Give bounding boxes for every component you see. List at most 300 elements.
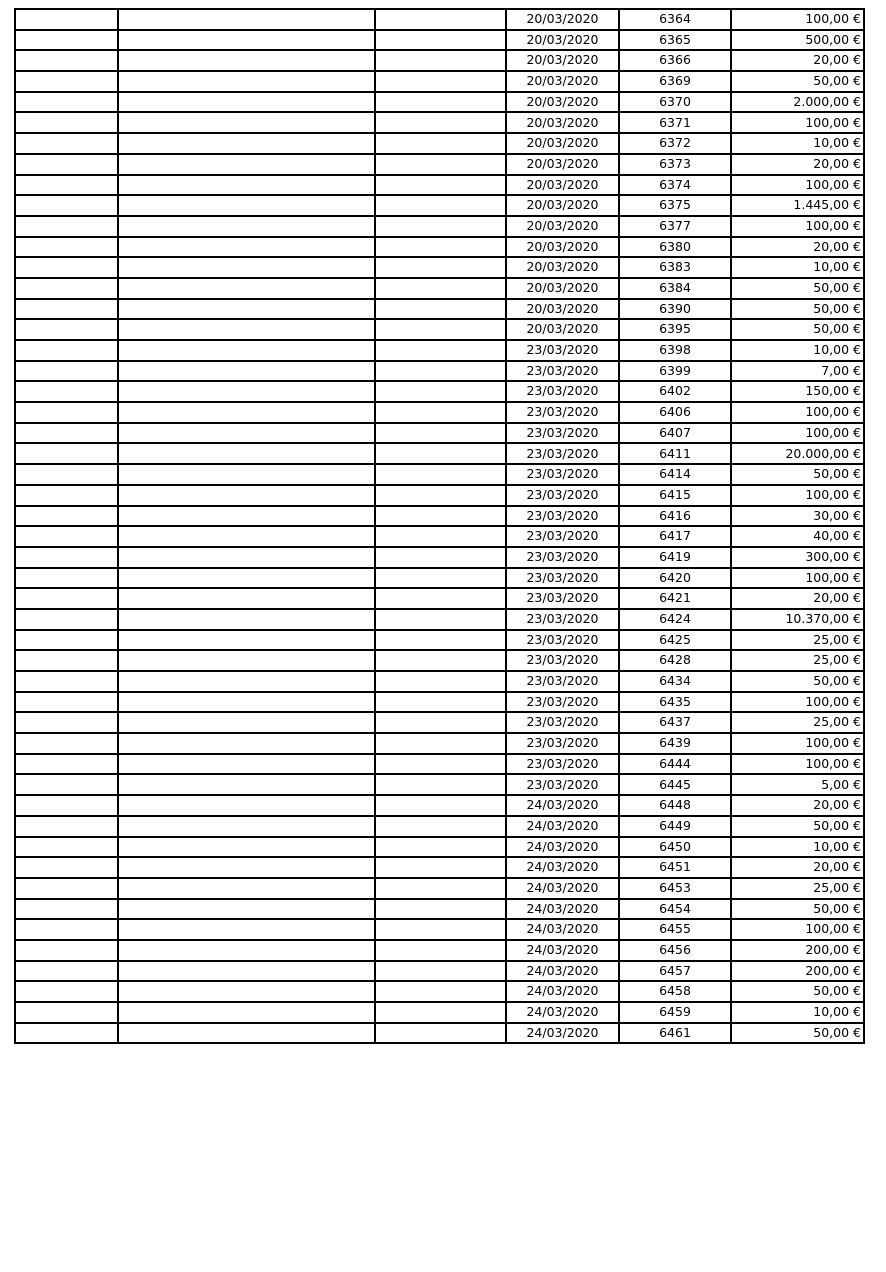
date-cell: 23/03/2020 [506, 464, 619, 485]
table-row [15, 299, 864, 320]
empty-cell-c [375, 754, 506, 775]
amount-cell: 20,00 € [731, 588, 864, 609]
empty-cell-c [375, 568, 506, 589]
empty-cell-c [375, 464, 506, 485]
empty-cell-a [15, 485, 118, 506]
empty-cell-c [375, 816, 506, 837]
table-row [15, 154, 864, 175]
empty-cell-c [375, 961, 506, 982]
number-cell: 6444 [619, 754, 731, 775]
empty-cell-b [118, 257, 375, 278]
table-row [15, 1002, 864, 1023]
number-cell: 6428 [619, 650, 731, 671]
empty-cell-a [15, 1023, 118, 1044]
date-cell: 23/03/2020 [506, 754, 619, 775]
empty-cell-b [118, 175, 375, 196]
empty-cell-a [15, 630, 118, 651]
number-cell: 6373 [619, 154, 731, 175]
empty-cell-b [118, 754, 375, 775]
date-cell: 20/03/2020 [506, 154, 619, 175]
empty-cell-b [118, 816, 375, 837]
amount-cell: 100,00 € [731, 485, 864, 506]
empty-cell-a [15, 423, 118, 444]
date-cell: 24/03/2020 [506, 940, 619, 961]
date-cell: 20/03/2020 [506, 195, 619, 216]
empty-cell-c [375, 837, 506, 858]
amount-cell: 100,00 € [731, 175, 864, 196]
table-row [15, 464, 864, 485]
table-row [15, 919, 864, 940]
empty-cell-b [118, 899, 375, 920]
empty-cell-c [375, 506, 506, 527]
amount-cell: 5,00 € [731, 774, 864, 795]
amount-cell: 50,00 € [731, 278, 864, 299]
empty-cell-a [15, 754, 118, 775]
table-row [15, 30, 864, 51]
empty-cell-c [375, 485, 506, 506]
date-cell: 20/03/2020 [506, 112, 619, 133]
amount-cell: 20,00 € [731, 795, 864, 816]
date-cell: 24/03/2020 [506, 816, 619, 837]
date-cell: 20/03/2020 [506, 175, 619, 196]
empty-cell-b [118, 671, 375, 692]
empty-cell-a [15, 71, 118, 92]
empty-cell-a [15, 175, 118, 196]
empty-cell-a [15, 588, 118, 609]
empty-cell-c [375, 630, 506, 651]
table-row [15, 857, 864, 878]
number-cell: 6439 [619, 733, 731, 754]
empty-cell-c [375, 1023, 506, 1044]
empty-cell-c [375, 671, 506, 692]
table-row [15, 50, 864, 71]
empty-cell-a [15, 961, 118, 982]
empty-cell-b [118, 9, 375, 30]
empty-cell-a [15, 237, 118, 258]
empty-cell-b [118, 940, 375, 961]
number-cell: 6419 [619, 547, 731, 568]
date-cell: 20/03/2020 [506, 257, 619, 278]
empty-cell-a [15, 299, 118, 320]
empty-cell-c [375, 981, 506, 1002]
amount-cell: 100,00 € [731, 754, 864, 775]
number-cell: 6458 [619, 981, 731, 1002]
number-cell: 6457 [619, 961, 731, 982]
number-cell: 6455 [619, 919, 731, 940]
date-cell: 20/03/2020 [506, 216, 619, 237]
number-cell: 6370 [619, 92, 731, 113]
empty-cell-c [375, 71, 506, 92]
amount-cell: 150,00 € [731, 381, 864, 402]
amount-cell: 20,00 € [731, 237, 864, 258]
table-row [15, 733, 864, 754]
empty-cell-a [15, 319, 118, 340]
date-cell: 23/03/2020 [506, 361, 619, 382]
empty-cell-c [375, 154, 506, 175]
amount-cell: 10,00 € [731, 340, 864, 361]
table-row [15, 133, 864, 154]
table-row [15, 381, 864, 402]
empty-cell-b [118, 319, 375, 340]
empty-cell-b [118, 857, 375, 878]
empty-cell-c [375, 402, 506, 423]
table-row [15, 837, 864, 858]
empty-cell-a [15, 464, 118, 485]
empty-cell-c [375, 112, 506, 133]
amount-cell: 10,00 € [731, 837, 864, 858]
empty-cell-a [15, 526, 118, 547]
number-cell: 6406 [619, 402, 731, 423]
number-cell: 6411 [619, 443, 731, 464]
number-cell: 6384 [619, 278, 731, 299]
amount-cell: 300,00 € [731, 547, 864, 568]
empty-cell-a [15, 692, 118, 713]
empty-cell-b [118, 712, 375, 733]
empty-cell-c [375, 216, 506, 237]
empty-cell-c [375, 899, 506, 920]
empty-cell-b [118, 506, 375, 527]
empty-cell-a [15, 816, 118, 837]
date-cell: 23/03/2020 [506, 671, 619, 692]
table-row [15, 940, 864, 961]
table-row [15, 671, 864, 692]
date-cell: 24/03/2020 [506, 981, 619, 1002]
empty-cell-b [118, 237, 375, 258]
empty-cell-b [118, 50, 375, 71]
empty-cell-a [15, 340, 118, 361]
empty-cell-a [15, 981, 118, 1002]
table-row [15, 195, 864, 216]
date-cell: 23/03/2020 [506, 506, 619, 527]
empty-cell-c [375, 92, 506, 113]
amount-cell: 100,00 € [731, 423, 864, 444]
number-cell: 6448 [619, 795, 731, 816]
empty-cell-a [15, 506, 118, 527]
table-row [15, 692, 864, 713]
empty-cell-c [375, 175, 506, 196]
amount-cell: 40,00 € [731, 526, 864, 547]
empty-cell-b [118, 381, 375, 402]
date-cell: 23/03/2020 [506, 340, 619, 361]
empty-cell-a [15, 92, 118, 113]
number-cell: 6421 [619, 588, 731, 609]
empty-cell-a [15, 50, 118, 71]
empty-cell-b [118, 216, 375, 237]
table-row [15, 609, 864, 630]
date-cell: 23/03/2020 [506, 692, 619, 713]
empty-cell-a [15, 795, 118, 816]
date-cell: 20/03/2020 [506, 237, 619, 258]
empty-cell-b [118, 547, 375, 568]
amount-cell: 50,00 € [731, 816, 864, 837]
date-cell: 23/03/2020 [506, 402, 619, 423]
empty-cell-c [375, 278, 506, 299]
table-row [15, 71, 864, 92]
empty-cell-b [118, 630, 375, 651]
number-cell: 6402 [619, 381, 731, 402]
number-cell: 6437 [619, 712, 731, 733]
number-cell: 6398 [619, 340, 731, 361]
number-cell: 6417 [619, 526, 731, 547]
empty-cell-b [118, 609, 375, 630]
empty-cell-b [118, 278, 375, 299]
table-row [15, 568, 864, 589]
amount-cell: 10,00 € [731, 257, 864, 278]
empty-cell-c [375, 774, 506, 795]
table-row [15, 361, 864, 382]
empty-cell-a [15, 133, 118, 154]
number-cell: 6366 [619, 50, 731, 71]
empty-cell-b [118, 919, 375, 940]
date-cell: 20/03/2020 [506, 30, 619, 51]
empty-cell-a [15, 940, 118, 961]
number-cell: 6445 [619, 774, 731, 795]
date-cell: 23/03/2020 [506, 609, 619, 630]
empty-cell-b [118, 692, 375, 713]
amount-cell: 100,00 € [731, 216, 864, 237]
amount-cell: 20.000,00 € [731, 443, 864, 464]
amount-cell: 200,00 € [731, 961, 864, 982]
empty-cell-c [375, 133, 506, 154]
amount-cell: 100,00 € [731, 692, 864, 713]
amount-cell: 100,00 € [731, 9, 864, 30]
date-cell: 24/03/2020 [506, 1002, 619, 1023]
empty-cell-c [375, 361, 506, 382]
empty-cell-b [118, 878, 375, 899]
table-row [15, 340, 864, 361]
empty-cell-b [118, 299, 375, 320]
amount-cell: 7,00 € [731, 361, 864, 382]
empty-cell-a [15, 733, 118, 754]
table-row [15, 257, 864, 278]
amount-cell: 20,00 € [731, 50, 864, 71]
empty-cell-b [118, 340, 375, 361]
table-row [15, 816, 864, 837]
number-cell: 6416 [619, 506, 731, 527]
table-row [15, 526, 864, 547]
table-row [15, 319, 864, 340]
date-cell: 20/03/2020 [506, 299, 619, 320]
empty-cell-a [15, 899, 118, 920]
empty-cell-b [118, 650, 375, 671]
table-row [15, 878, 864, 899]
date-cell: 23/03/2020 [506, 588, 619, 609]
number-cell: 6449 [619, 816, 731, 837]
number-cell: 6407 [619, 423, 731, 444]
date-cell: 20/03/2020 [506, 133, 619, 154]
number-cell: 6383 [619, 257, 731, 278]
empty-cell-c [375, 940, 506, 961]
date-cell: 23/03/2020 [506, 650, 619, 671]
number-cell: 6435 [619, 692, 731, 713]
empty-cell-b [118, 154, 375, 175]
empty-cell-c [375, 733, 506, 754]
empty-cell-c [375, 299, 506, 320]
empty-cell-c [375, 1002, 506, 1023]
empty-cell-b [118, 1002, 375, 1023]
amount-cell: 20,00 € [731, 857, 864, 878]
empty-cell-a [15, 9, 118, 30]
empty-cell-a [15, 547, 118, 568]
empty-cell-b [118, 361, 375, 382]
empty-cell-b [118, 588, 375, 609]
table-row [15, 402, 864, 423]
empty-cell-c [375, 195, 506, 216]
empty-cell-c [375, 588, 506, 609]
amount-cell: 50,00 € [731, 899, 864, 920]
number-cell: 6414 [619, 464, 731, 485]
empty-cell-c [375, 50, 506, 71]
amount-cell: 100,00 € [731, 919, 864, 940]
empty-cell-c [375, 526, 506, 547]
table-row [15, 443, 864, 464]
empty-cell-b [118, 92, 375, 113]
amount-cell: 50,00 € [731, 671, 864, 692]
empty-cell-c [375, 712, 506, 733]
amount-cell: 10.370,00 € [731, 609, 864, 630]
number-cell: 6399 [619, 361, 731, 382]
number-cell: 6375 [619, 195, 731, 216]
number-cell: 6459 [619, 1002, 731, 1023]
number-cell: 6369 [619, 71, 731, 92]
empty-cell-b [118, 423, 375, 444]
empty-cell-c [375, 857, 506, 878]
date-cell: 23/03/2020 [506, 485, 619, 506]
table-row [15, 9, 864, 30]
date-cell: 24/03/2020 [506, 919, 619, 940]
empty-cell-c [375, 319, 506, 340]
empty-cell-c [375, 9, 506, 30]
table-row [15, 175, 864, 196]
empty-cell-b [118, 133, 375, 154]
empty-cell-a [15, 443, 118, 464]
date-cell: 20/03/2020 [506, 50, 619, 71]
ledger-body [15, 9, 864, 1043]
date-cell: 20/03/2020 [506, 319, 619, 340]
amount-cell: 30,00 € [731, 506, 864, 527]
table-row [15, 630, 864, 651]
empty-cell-c [375, 257, 506, 278]
date-cell: 24/03/2020 [506, 878, 619, 899]
empty-cell-b [118, 981, 375, 1002]
empty-cell-b [118, 774, 375, 795]
date-cell: 24/03/2020 [506, 837, 619, 858]
amount-cell: 25,00 € [731, 630, 864, 651]
empty-cell-b [118, 568, 375, 589]
empty-cell-a [15, 154, 118, 175]
table-row [15, 795, 864, 816]
table-row [15, 216, 864, 237]
table-row [15, 485, 864, 506]
number-cell: 6453 [619, 878, 731, 899]
empty-cell-b [118, 402, 375, 423]
date-cell: 23/03/2020 [506, 526, 619, 547]
number-cell: 6364 [619, 9, 731, 30]
amount-cell: 25,00 € [731, 650, 864, 671]
number-cell: 6374 [619, 175, 731, 196]
table-row [15, 961, 864, 982]
empty-cell-b [118, 733, 375, 754]
empty-cell-b [118, 195, 375, 216]
table-row [15, 981, 864, 1002]
empty-cell-a [15, 402, 118, 423]
empty-cell-b [118, 485, 375, 506]
date-cell: 23/03/2020 [506, 630, 619, 651]
number-cell: 6371 [619, 112, 731, 133]
number-cell: 6424 [619, 609, 731, 630]
amount-cell: 25,00 € [731, 878, 864, 899]
empty-cell-b [118, 795, 375, 816]
date-cell: 23/03/2020 [506, 568, 619, 589]
amount-cell: 200,00 € [731, 940, 864, 961]
amount-cell: 10,00 € [731, 133, 864, 154]
empty-cell-b [118, 526, 375, 547]
table-row [15, 506, 864, 527]
number-cell: 6380 [619, 237, 731, 258]
amount-cell: 10,00 € [731, 1002, 864, 1023]
ledger-table [14, 8, 865, 1044]
date-cell: 24/03/2020 [506, 857, 619, 878]
empty-cell-b [118, 837, 375, 858]
date-cell: 24/03/2020 [506, 1023, 619, 1044]
number-cell: 6456 [619, 940, 731, 961]
empty-cell-a [15, 257, 118, 278]
empty-cell-a [15, 857, 118, 878]
empty-cell-a [15, 878, 118, 899]
table-row [15, 774, 864, 795]
amount-cell: 50,00 € [731, 464, 864, 485]
empty-cell-b [118, 464, 375, 485]
amount-cell: 500,00 € [731, 30, 864, 51]
table-row [15, 112, 864, 133]
empty-cell-b [118, 112, 375, 133]
empty-cell-a [15, 712, 118, 733]
empty-cell-a [15, 609, 118, 630]
table-row [15, 712, 864, 733]
amount-cell: 20,00 € [731, 154, 864, 175]
amount-cell: 2.000,00 € [731, 92, 864, 113]
date-cell: 23/03/2020 [506, 733, 619, 754]
number-cell: 6365 [619, 30, 731, 51]
amount-cell: 100,00 € [731, 402, 864, 423]
table-row [15, 588, 864, 609]
amount-cell: 50,00 € [731, 71, 864, 92]
empty-cell-a [15, 216, 118, 237]
date-cell: 23/03/2020 [506, 774, 619, 795]
empty-cell-b [118, 1023, 375, 1044]
number-cell: 6372 [619, 133, 731, 154]
empty-cell-c [375, 795, 506, 816]
number-cell: 6434 [619, 671, 731, 692]
amount-cell: 100,00 € [731, 733, 864, 754]
empty-cell-c [375, 650, 506, 671]
date-cell: 23/03/2020 [506, 423, 619, 444]
date-cell: 20/03/2020 [506, 9, 619, 30]
amount-cell: 50,00 € [731, 1023, 864, 1044]
empty-cell-c [375, 547, 506, 568]
table-row [15, 547, 864, 568]
amount-cell: 50,00 € [731, 981, 864, 1002]
empty-cell-a [15, 568, 118, 589]
number-cell: 6420 [619, 568, 731, 589]
date-cell: 24/03/2020 [506, 795, 619, 816]
table-row [15, 754, 864, 775]
table-row [15, 237, 864, 258]
table-row [15, 1023, 864, 1044]
table-row [15, 899, 864, 920]
amount-cell: 100,00 € [731, 112, 864, 133]
date-cell: 23/03/2020 [506, 381, 619, 402]
